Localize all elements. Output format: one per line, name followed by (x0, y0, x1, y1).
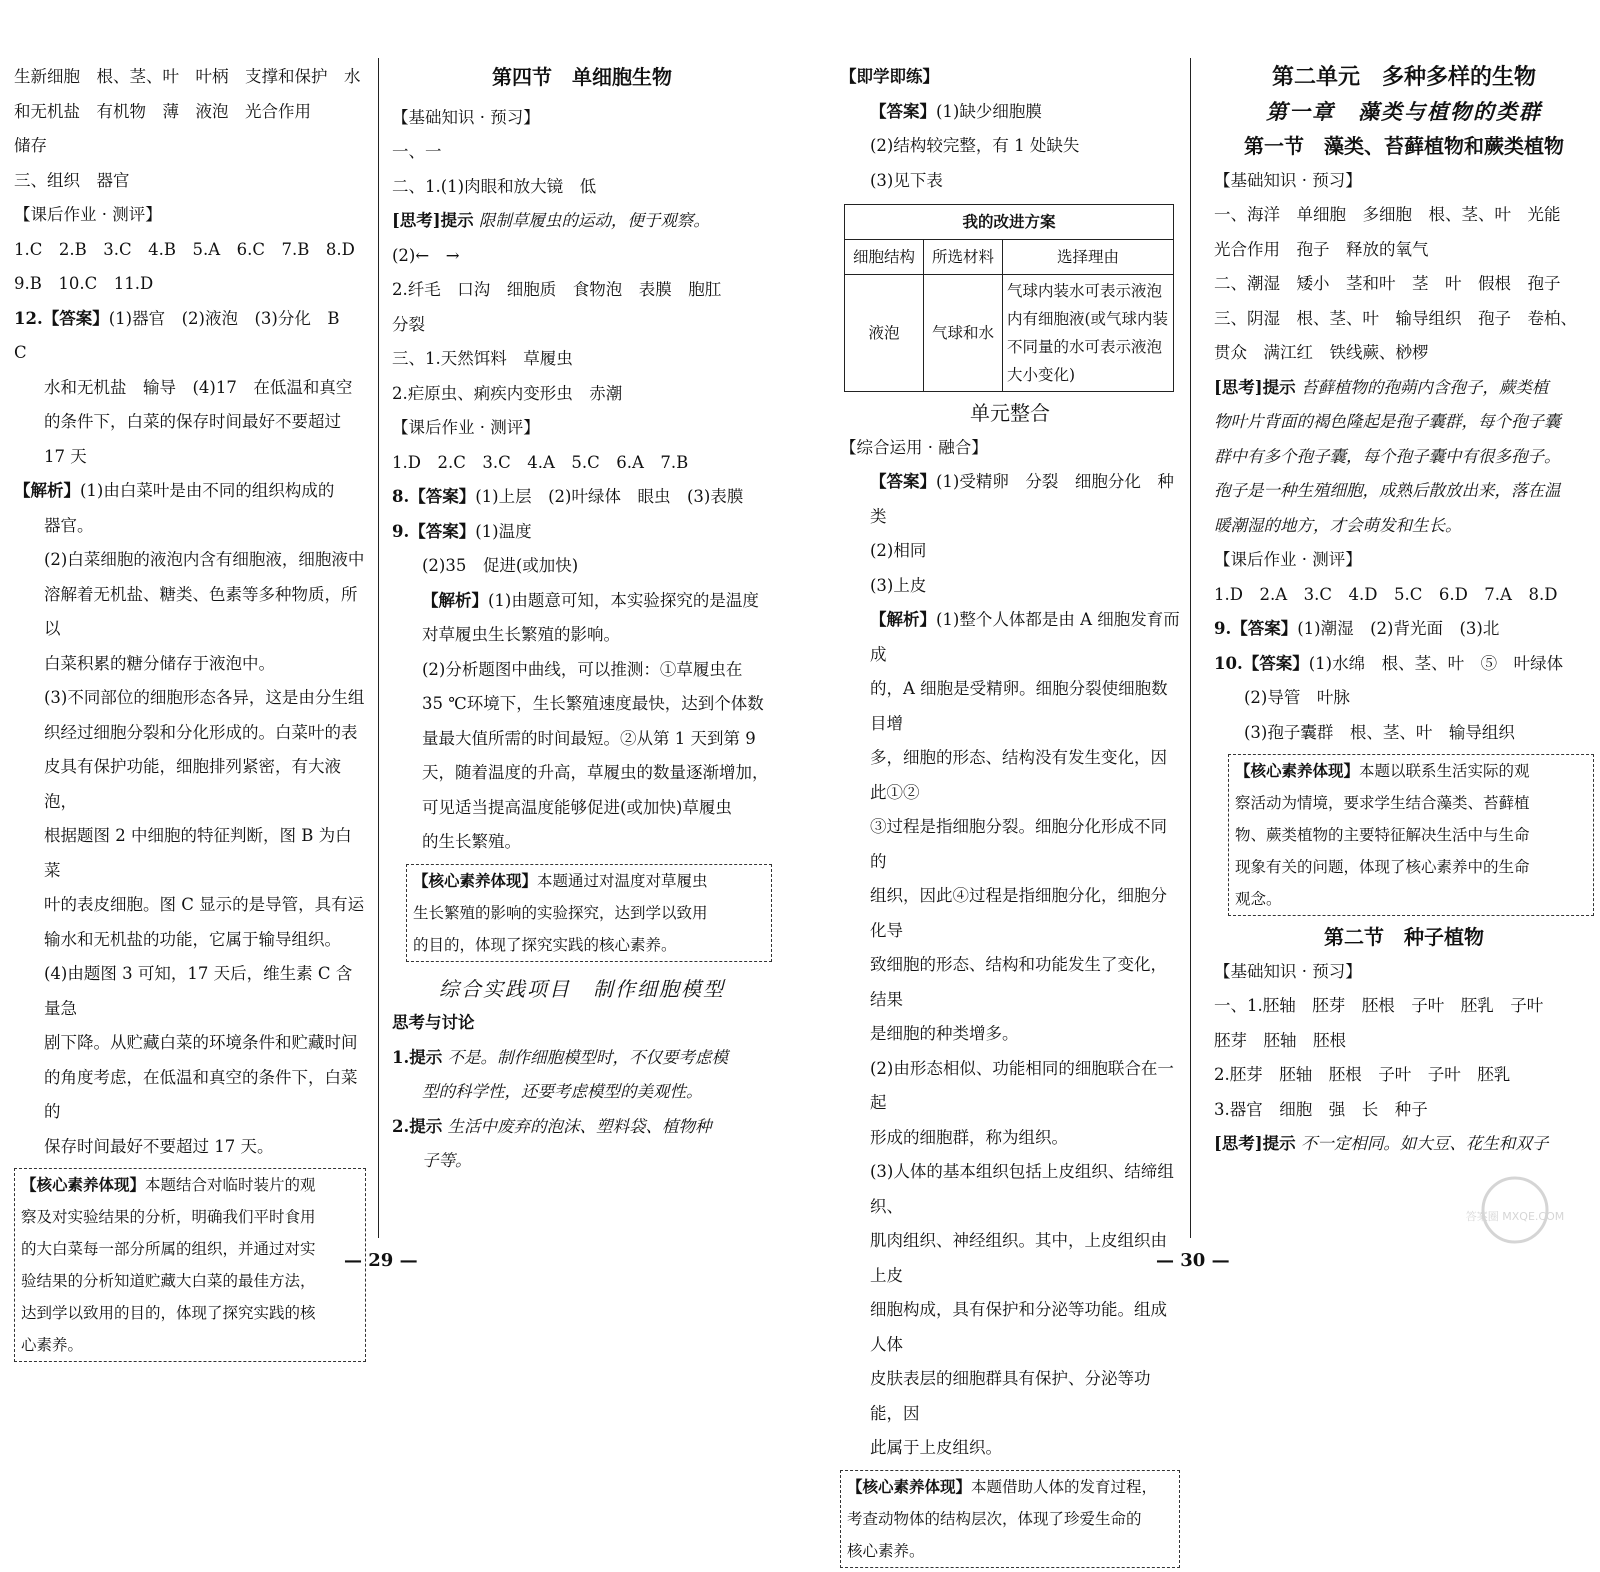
text-line: 物叶片背面的褐色隆起是孢子囊群，每个孢子囊 (1214, 412, 1561, 431)
think-hint: [思考]提示 苔藓植物的孢蒴内含孢子，蕨类植 (1214, 377, 1549, 397)
text-line: 一、1.胚轴 胚芽 胚根 子叶 胚乳 子叶 (1214, 996, 1544, 1015)
text-line: 【基础知识 · 预习】 (1214, 961, 1362, 981)
text-line: 达到学以致用的目的，体现了探究实践的核 (21, 1304, 316, 1322)
apply-heading: 【综合运用 · 融合】 (840, 437, 988, 457)
q9-answer: 9.【答案】(1)温度 (392, 521, 532, 541)
text-line: 皮肤表层的细胞群具有保护、分泌等功能，因 (870, 1369, 1151, 1423)
analysis-label: 【解析】 (14, 481, 80, 500)
unit-title: 第二单元 多种多样的生物 (1271, 64, 1536, 90)
text-line: 皮具有保护功能，细胞排列紧密，有大液泡， (44, 757, 341, 811)
text-line: 的生长繁殖。 (422, 832, 521, 851)
answer-label: 12.【答案】 (14, 308, 109, 328)
text-line: (2)由形态相似、功能相同的细胞联合在一起 (870, 1058, 1174, 1112)
text-line: 形成的细胞群，称为组织。 (870, 1127, 1068, 1147)
think-hint: [思考]提示 不一定相同。如大豆、花生和双子 (1214, 1134, 1549, 1153)
improvement-table (844, 204, 1174, 392)
q8-answer: 8.【答案】(1)上层 (2)叶绿体 眼虫 (3)表膜 (392, 487, 744, 506)
text-line: 量最大值所需的时间最短。②从第 1 天到第 9 (422, 728, 756, 748)
text-line: 天，随着温度的升高，草履虫的数量逐渐增加， (422, 763, 769, 782)
core-literacy-box: 【核心素养体现】本题借助人体的发育过程， 考查动物体的结构层次，体现了珍爱生命的 核心素养。 (840, 1470, 1180, 1568)
text-line: 二、潮湿 矮小 茎和叶 茎 叶 假根 孢子 (1214, 274, 1561, 293)
text-line: 致细胞的形态、结构和功能发生了变化，结果 (870, 955, 1167, 1009)
text-line: 三、组织 器官 (14, 170, 130, 190)
watermark-logo (1440, 1170, 1590, 1290)
column-2 (392, 60, 772, 1179)
unit-summary-title: 单元整合 (970, 401, 1050, 425)
table-title: 我的改进方案 (845, 205, 1174, 240)
text-line: (2)相同 (870, 541, 927, 560)
practice-heading: 【即学即练】 (840, 67, 939, 86)
table-header: 所选材料 (924, 240, 1003, 275)
think-hint: [思考]提示 限制草履虫的运动，便于观察。 (392, 211, 710, 230)
text-line: (2)← → (392, 245, 460, 265)
text-line: 一、一 (392, 142, 442, 161)
table-header: 选择理由 (1003, 240, 1174, 275)
text-line: 的条件下，白菜的保存时间最好不要超过 (44, 412, 341, 431)
text-line: 储存 (14, 136, 47, 155)
text-line: 一、海洋 单细胞 多细胞 根、茎、叶 光能 (1214, 205, 1561, 224)
text-line: ③过程是指细胞分裂。细胞分化形成不同的 (870, 817, 1167, 871)
text-line: (2)结构较完整，有 1 处缺失 (870, 136, 1080, 155)
column-divider-left (378, 58, 379, 1238)
text-line: 现象有关的问题，体现了核心素养中的生命 (1235, 858, 1530, 876)
text-line: 分裂 (392, 314, 425, 334)
text-line: 的角度考虑，在低温和真空的条件下，白菜的 (44, 1067, 358, 1121)
text-line: 组织，因此④过程是指细胞分化，细胞分化导 (870, 886, 1167, 940)
text-line: (3)不同部位的细胞形态各异，这是由分生组 (44, 688, 365, 707)
text-line: 光合作用 孢子 释放的氧气 (1214, 239, 1429, 259)
text-line: 生长繁殖的影响的实验探究，达到学以致用 (413, 903, 708, 922)
table-header: 细胞结构 (845, 240, 924, 275)
table-cell: 气球内装水可表示液泡内有细胞液(或气球内装不同量的水可表示液泡大小变化) (1003, 275, 1174, 392)
text-line: 是细胞的种类增多。 (870, 1024, 1019, 1043)
text-line: 核心素养。 (847, 1541, 925, 1560)
column-3 (840, 60, 1180, 1572)
text-line: 【课后作业 · 测评】 (14, 205, 162, 224)
answer: 【答案】(1)受精卵 分裂 细胞分化 种类 (870, 472, 1174, 526)
text-line: 白菜积累的糖分储存于液泡中。 (44, 653, 275, 673)
text-line: 型的科学性，还要考虑模型的美观性。 (422, 1082, 703, 1101)
text-line: 察及对实验结果的分析，明确我们平时食用 (21, 1208, 316, 1226)
text-line: 【课后作业 · 测评】 (1214, 550, 1362, 569)
column-4 (1214, 60, 1594, 1162)
text-line: 贯众 满江红 铁线蕨、桫椤 (1214, 343, 1429, 362)
page-number-right: — 30 — (1156, 1250, 1230, 1271)
text-line: 多，细胞的形态、结构没有发生变化，因此①② (870, 748, 1167, 802)
text-line: 考查动物体的结构层次，体现了珍爱生命的 (847, 1509, 1142, 1528)
text-line: 暖潮湿的地方，才会萌发和生长。 (1214, 515, 1462, 535)
text-line: 心素养。 (21, 1336, 84, 1354)
column-1 (14, 60, 366, 1366)
text-line: 生新细胞 根、茎、叶 叶柄 支撑和保护 水 (14, 67, 361, 86)
text-line: 的，A 细胞是受精卵。细胞分裂使细胞数目增 (870, 679, 1168, 733)
text-line: 二、1.(1)肉眼和放大镜 低 (392, 176, 597, 196)
text-line: 1.C 2.B 3.C 4.B 5.A 6.C 7.B 8.D (14, 239, 355, 259)
text-line: 【基础知识 · 预习】 (392, 107, 540, 127)
text-line: 孢子是一种生殖细胞，成熟后散放出来，落在温 (1214, 481, 1561, 500)
core-label: 【核心素养体现】 (21, 1175, 146, 1194)
analysis-body (840, 672, 1180, 1466)
text-line: (3)孢子囊群 根、茎、叶 输导组织 (1244, 722, 1515, 742)
text-line: (2)分析题图中曲线，可以推测：①草履虫在 (422, 659, 743, 679)
text-line: (2)白菜细胞的液泡内含有细胞液，细胞液中 (44, 550, 365, 569)
text-line: 水和无机盐 输导 (4)17 在低温和真空 (44, 377, 353, 397)
table-cell: 气球和水 (924, 275, 1003, 392)
text-line: 对草履虫生长繁殖的影响。 (422, 625, 620, 644)
text-line: 2.胚芽 胚轴 胚根 子叶 子叶 胚乳 (1214, 1065, 1511, 1084)
core-literacy-box: 【核心素养体现】本题以联系生活实际的观 察活动为情境，要求学生结合藻类、苔藓植 物、蕨类植物的主要特征解决生活中与生命 现象有关的问题，体现了核心素养中的生命 观念。 (1228, 754, 1594, 916)
text-line: 此属于上皮组织。 (870, 1438, 1002, 1457)
text-line: 子等。 (422, 1151, 472, 1170)
text-line: 叶的表皮细胞。图 C 显示的是导管，具有运 (44, 895, 365, 914)
text-line: 剧下降。从贮藏白菜的环境条件和贮藏时间 (44, 1033, 358, 1052)
text-line: 输水和无机盐的功能，它属于输导组织。 (44, 929, 341, 949)
text-line: (3)见下表 (870, 170, 943, 190)
text-line: 三、阴湿 根、茎、叶 输导组织 孢子 卷柏、 (1214, 308, 1577, 328)
text-line: 【课后作业 · 测评】 (392, 418, 540, 437)
core-literacy-box: 【核心素养体现】本题通过对温度对草履虫 生长繁殖的影响的实验探究，达到学以致用 的目的，体现了探究实践的核心素养。 (406, 864, 772, 962)
watermark-text: 答案圈 MXQE.COM (1465, 1210, 1565, 1223)
text-line: 的目的，体现了探究实践的核心素养。 (413, 935, 677, 954)
text-line: 细胞构成，具有保护和分泌等功能。组成人体 (870, 1300, 1167, 1354)
text-line: 【基础知识 · 预习】 (1214, 170, 1362, 190)
text-line: 3.器官 细胞 强 长 种子 (1214, 1099, 1428, 1119)
text-line: 物、蕨类植物的主要特征解决生活中与生命 (1235, 826, 1530, 844)
text-line: 2.纤毛 口沟 细胞质 食物泡 表膜 胞肛 (392, 280, 722, 299)
analysis: 【解析】(1)由白菜叶是由不同的组织构成的 (14, 481, 335, 500)
core-literacy-box: 【核心素养体现】本题结合对临时装片的观 察及对实验结果的分析，明确我们平时食用 的大白菜每一部分所属的组织，并通过对实 验结果的分析知道贮藏大白菜的最佳方法， 达到学以致用的目的，体现了探究实践的核 心素养。 (14, 1168, 366, 1362)
text-line: 17 天 (44, 446, 87, 466)
text-line: 1.D 2.C 3.C 4.A 5.C 6.A 7.B (392, 452, 689, 472)
text-line: 器官。 (44, 515, 94, 535)
section-title: 第四节 单细胞生物 (492, 65, 672, 89)
text-line: 观念。 (1235, 890, 1282, 908)
col1-lines (14, 60, 366, 302)
analysis: 【解析】(1)整个人体都是由 A 细胞发育而成 (870, 610, 1180, 664)
text-line: 9.B 10.C 11.D (14, 274, 154, 293)
text-line: 和无机盐 有机物 薄 液泡 光合作用 (14, 101, 311, 121)
project-title: 综合实践项目 制作细胞模型 (439, 976, 725, 1001)
text-line: 保存时间最好不要超过 17 天。 (44, 1136, 274, 1156)
section-title: 第一节 藻类、苔藓植物和蕨类植物 (1244, 134, 1564, 158)
text-line: 胚芽 胚轴 胚根 (1214, 1030, 1346, 1050)
chapter-title: 第一章 藻类与植物的类群 (1266, 98, 1542, 124)
text-line: 35 ℃环境下，生长繁殖速度最快，达到个体数 (422, 694, 764, 713)
project-hint-1: 1.提示 不是。制作细胞模型时，不仅要考虑模 (392, 1047, 728, 1067)
text-line: 织经过细胞分裂和分化形成的。白菜叶的表 (44, 722, 358, 742)
text-line: 察活动为情境，要求学生结合藻类、苔藓植 (1235, 794, 1530, 812)
think-label: [思考]提示 (392, 211, 474, 230)
text-line: (2)35 促进(或加快) (422, 556, 579, 575)
analysis: 【解析】(1)由题意可知，本实验探究的是温度 (422, 590, 759, 610)
text-line: 的大白菜每一部分所属的组织，并通过对实 (21, 1240, 316, 1258)
text-line: 群中有多个孢子囊，每个孢子囊中有很多孢子。 (1214, 446, 1561, 466)
analysis-body (14, 509, 366, 1165)
discussion-heading: 思考与讨论 (392, 1013, 475, 1032)
project-hint-2: 2.提示 生活中废弃的泡沫、塑料袋、植物种 (392, 1116, 712, 1136)
text-line: 可见适当提高温度能够促进(或加快)草履虫 (422, 797, 732, 817)
text-line: (4)由题图 3 可知，17 天后，维生素 C 含量急 (44, 964, 353, 1018)
text-line: (3)人体的基本组织包括上皮组织、结缔组织、 (870, 1162, 1174, 1216)
q10-answer: 10.【答案】(1)水绵 根、茎、叶 ⑤ 叶绿体 (1214, 653, 1564, 673)
section-title: 第二节 种子植物 (1324, 925, 1484, 949)
text-line: (2)导管 叶脉 (1244, 688, 1350, 707)
text-line: 1.D 2.A 3.C 4.D 5.C 6.D 7.A 8.D (1214, 584, 1558, 604)
q9-answer: 9.【答案】(1)潮湿 (2)背光面 (3)北 (1214, 619, 1500, 638)
answer: 【答案】(1)缺少细胞膜 (870, 101, 1042, 121)
q12-answer: 12.【答案】(1)器官 (2)液泡 (3)分化 B C (14, 308, 356, 362)
page-number-left: — 29 — (344, 1250, 418, 1271)
text-line: 根据题图 2 中细胞的特征判断，图 B 为白菜 (44, 826, 352, 880)
text-line: 三、1.天然饵料 草履虫 (392, 349, 573, 368)
text-line: 溶解着无机盐、糖类、色素等多种物质，所以 (44, 584, 358, 638)
table-cell: 液泡 (845, 275, 924, 392)
column-divider-right (1190, 58, 1191, 1238)
analysis-body (392, 618, 772, 860)
text-line: 2.疟原虫、痢疾内变形虫 赤潮 (392, 383, 623, 403)
text-line: (3)上皮 (870, 575, 927, 595)
text-line: 验结果的分析知道贮藏大白菜的最佳方法， (21, 1272, 316, 1290)
text-line: 肌肉组织、神经组织。其中，上皮组织由上皮 (870, 1231, 1167, 1285)
